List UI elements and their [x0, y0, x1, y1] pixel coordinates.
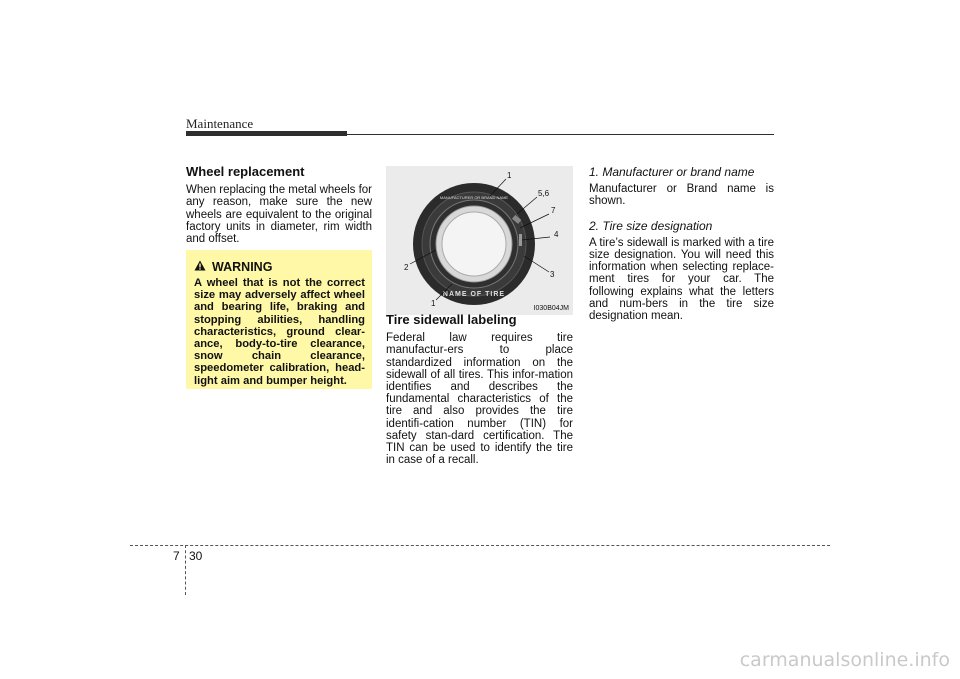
paragraph-tire-sidewall: Federal law requires tire manufactur-ers to place standardized information on the sidewall of all tires. This infor-mation identifies and describes the fundamental characteristics of the tire and also provides the tire identifi-cation number (TIN) for safety stan-dard certification. The TIN can be used to identify the tire in case of a recall.: [386, 332, 573, 467]
section-heading-tire-sidewall: Tire sidewall labeling: [386, 312, 517, 327]
subheading-manufacturer: 1. Manufacturer or brand name: [589, 165, 755, 179]
figure-code: I030B04JM: [533, 305, 569, 312]
page-chapter: 7: [173, 549, 180, 563]
callout-label-5-6: 5,6: [538, 189, 550, 198]
header-rule: [347, 134, 774, 135]
tire-name-text: NAME OF TIRE: [442, 291, 506, 298]
watermark: carmanualsonline.info: [739, 649, 950, 671]
paragraph-manufacturer: Manufacturer or Brand name is shown.: [589, 183, 774, 208]
callout-label-1-bottom: 1: [431, 299, 436, 308]
footer-vertical-rule: [185, 545, 186, 595]
column-wheel-replacement: [186, 166, 372, 257]
callout-label-3: 3: [550, 270, 555, 279]
warning-text: A wheel that is not the correct size may adversely affect wheel and bearing life, braking and stopping abilities, handling characteristics, ground clear-ance, body-to-tire clearance, snow chain clearance, speedometer calibration, head-light aim and bumper height.: [194, 277, 365, 387]
section-heading-wheel-replacement: Wheel replacement: [186, 164, 305, 179]
callout-label-4: 4: [554, 230, 559, 239]
warning-triangle-icon: [194, 258, 206, 276]
column-tire-sidewall: [386, 314, 573, 478]
tire-sidewall-figure: [386, 166, 573, 315]
warning-title: WARNING: [212, 260, 273, 274]
callout-label-2: 2: [404, 263, 409, 272]
page-number: 30: [189, 549, 203, 563]
subheading-tire-size: 2. Tire size designation: [589, 218, 713, 233]
tire-diagram: [386, 166, 573, 315]
paragraph-tire-size: A tire’s sidewall is marked with a tire size designation. You will need this information when selecting replace-ment tires for your car. The following explains what the letters and num-bers in the tire size designation mean.: [589, 236, 774, 323]
warning-header: [194, 258, 272, 276]
callout-label-1: 1: [507, 171, 512, 180]
footer-rule: [130, 545, 830, 546]
column-tire-details: [589, 166, 774, 334]
tire-small-text: MANUFACTURER OR BRAND NAME: [439, 195, 509, 200]
callout-label-7: 7: [551, 206, 556, 215]
warning-box: [186, 250, 372, 389]
paragraph-wheel-replacement: When replacing the metal wheels for any reason, make sure the new wheels are equivalent to the original factory units in diameter, rim width and offset.: [186, 184, 373, 246]
header-bar: [186, 131, 347, 136]
header-title: Maintenance: [186, 116, 254, 131]
